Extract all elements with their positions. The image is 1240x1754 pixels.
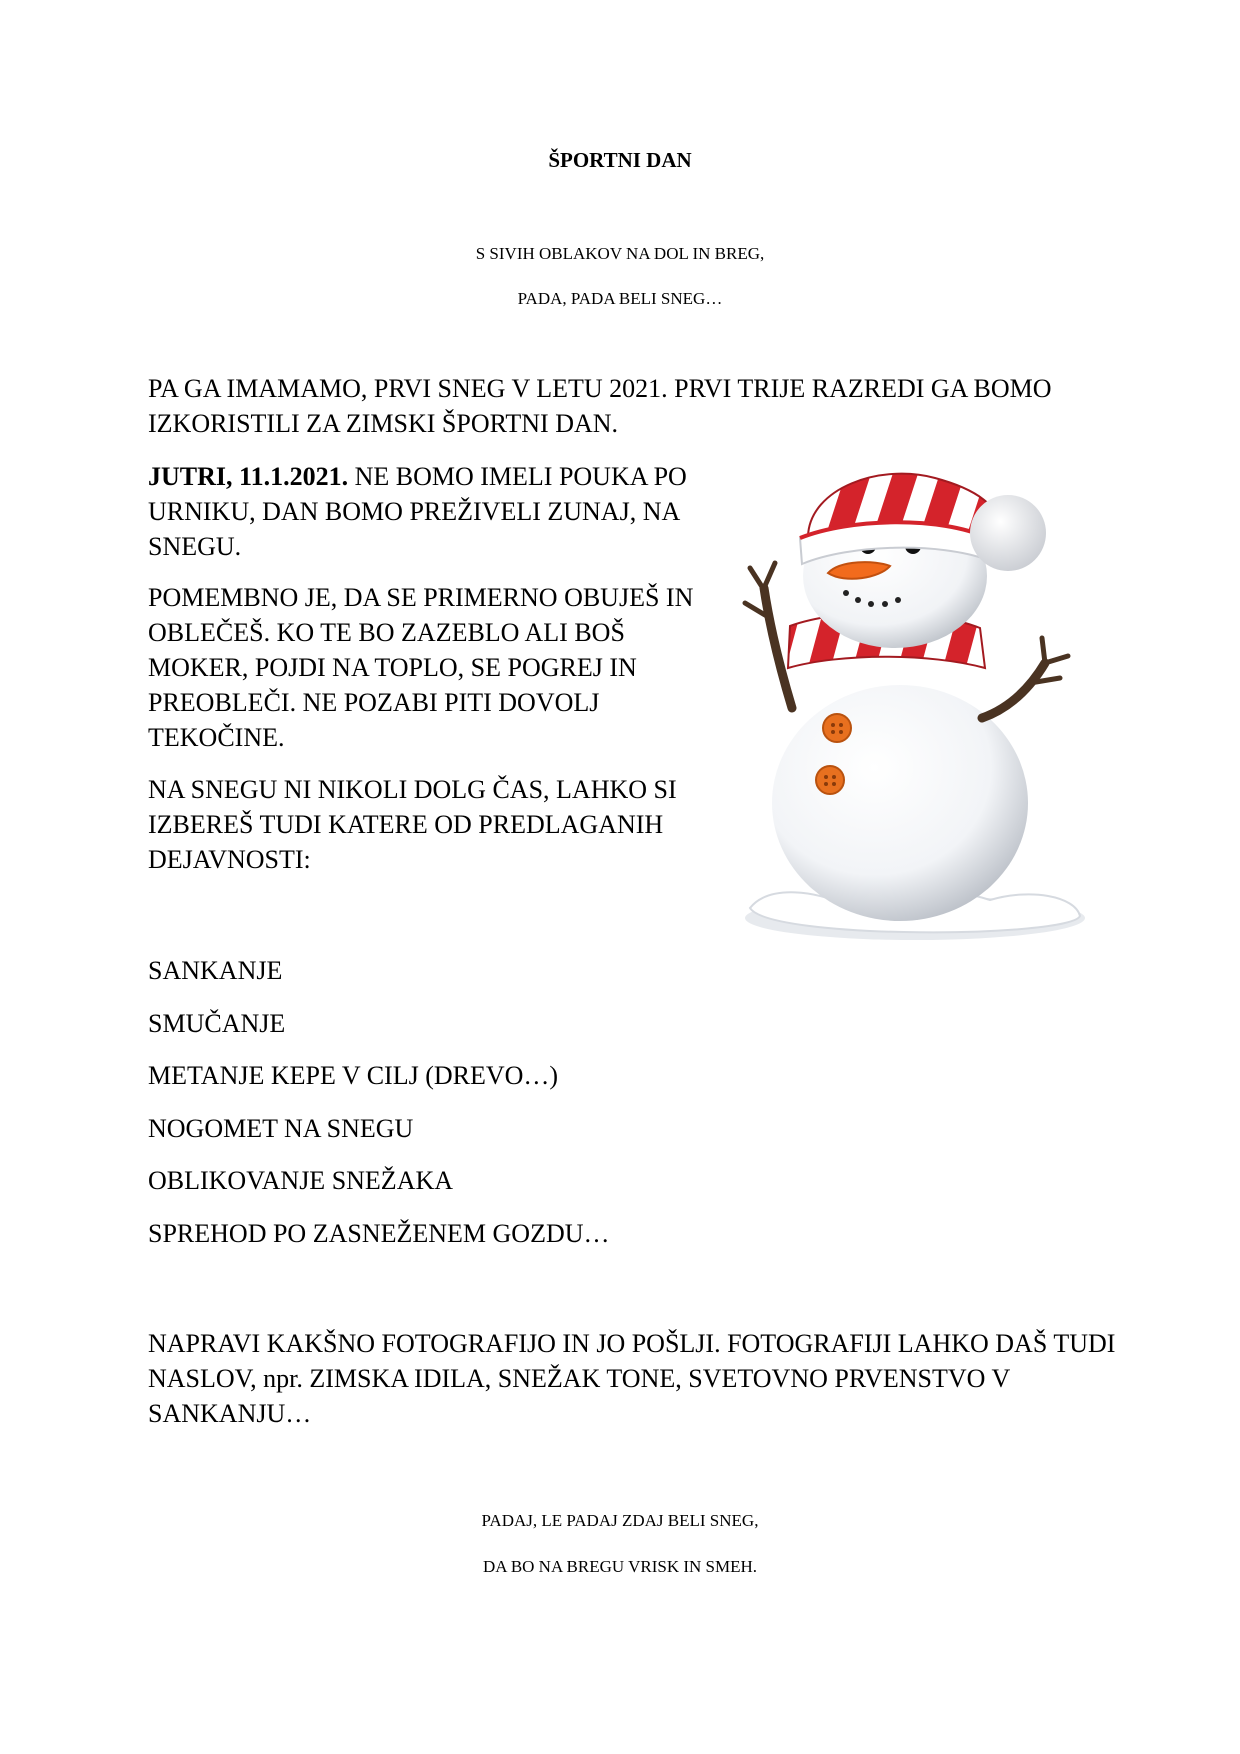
page-title: ŠPORTNI DAN	[548, 148, 692, 172]
list-item: OBLIKOVANJE SNEŽAKA	[148, 1166, 454, 1196]
dress-advice-paragraph: POMEMBNO JE, DA SE PRIMERNO OBUJEŠ IN OBLEČEŠ. KO TE BO ZAZEBLO ALI BOŠ MOKER, POJDI NA TOPLO, SE POGREJ IN PREOBLEČI. NE POZABI PITI DOVOLJ TEKOČINE.	[148, 583, 694, 752]
date-rest: NE BOMO IMELI POUKA PO URNIKU, DAN BOMO PREŽIVELI ZUNAJ, NA SNEGU.	[148, 462, 687, 561]
verse-bottom-line-1: PADAJ, LE PADAJ ZDAJ BELI SNEG,	[481, 1511, 759, 1530]
list-item: SPREHOD PO ZASNEŽENEM GOZDU…	[148, 1218, 610, 1248]
list-item: SANKANJE	[148, 956, 283, 985]
photo-note-paragraph: NAPRAVI KAKŠNO FOTOGRAFIJO IN JO POŠLJI. FOTOGRAFIJI LAHKO DAŠ TUDI NASLOV, npr. ZIMSKA IDILA, SNEŽAK TONE, SVETOVNO PRVENSTVO V SANKANJU…	[148, 1329, 1116, 1428]
verse-top-line-1: S SIVIH OBLAKOV NA DOL IN BREG,	[475, 244, 765, 263]
snowman-body	[772, 685, 1028, 921]
intro-paragraph: PA GA IMAMAMO, PRVI SNEG V LETU 2021. PRVI TRIJE RAZREDI GA BOMO IZKORISTILI ZA ZIMSKI ŠPORTNI DAN.	[148, 374, 1052, 438]
list-item: NOGOMET NA SNEGU	[148, 1113, 414, 1143]
list-item: METANJE KEPE V CILJ (DREVO…)	[148, 1061, 559, 1091]
verse-bottom-line-2: DA BO NA BREGU VRISK IN SMEH.	[482, 1557, 758, 1576]
snowman-illustration	[730, 468, 1090, 948]
list-item: SMUČANJE	[148, 1008, 286, 1038]
activities-list	[148, 953, 610, 1269]
activities-intro-paragraph: NA SNEGU NI NIKOLI DOLG ČAS, LAHKO SI IZBEREŠ TUDI KATERE OD PREDLAGANIH DEJAVNOSTI:	[148, 775, 677, 874]
date-bold: JUTRI, 11.1.2021.	[148, 462, 349, 491]
date-paragraph	[148, 459, 708, 564]
verse-top-line-2: PADA, PADA BELI SNEG…	[517, 289, 723, 308]
